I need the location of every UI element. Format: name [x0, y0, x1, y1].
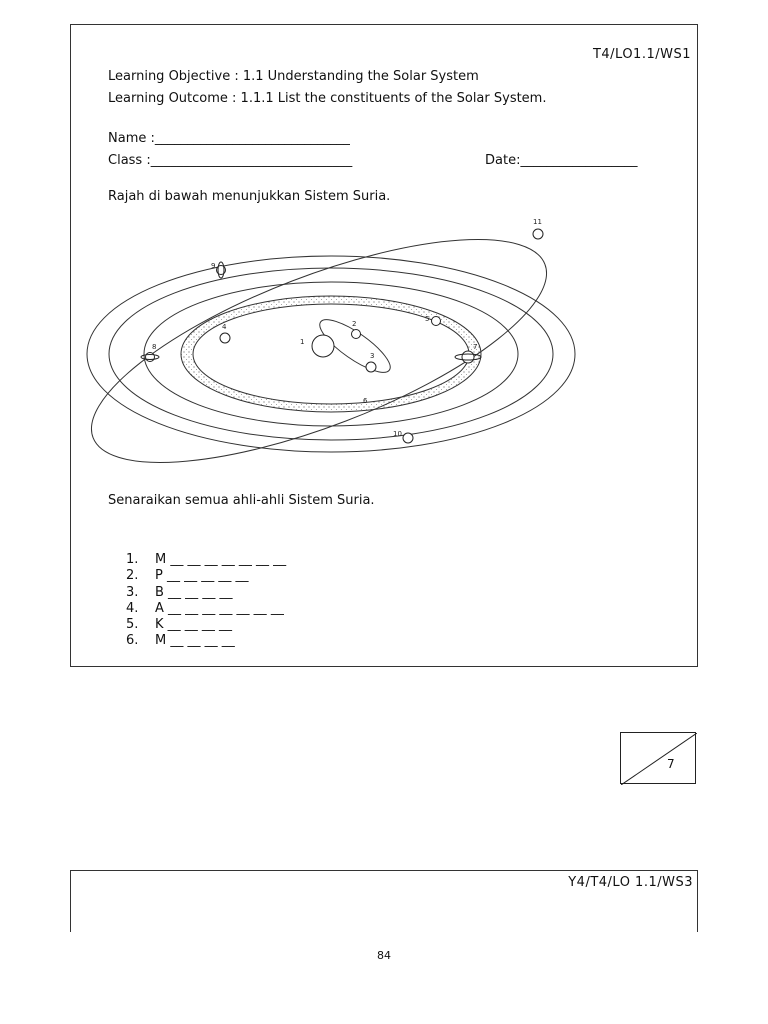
- answer-blank: K __ __ __ __: [155, 617, 233, 633]
- answer-number: 4.: [126, 600, 139, 616]
- diagram-label: 7: [473, 343, 478, 351]
- date-field: Date:__________________: [485, 153, 638, 168]
- worksheet-code: T4/LO1.1/WS1: [592, 47, 691, 62]
- answer-item[interactable]: [126, 617, 286, 633]
- answer-number: 6.: [126, 633, 139, 649]
- next-worksheet-code: Y4/T4/LO 1.1/WS3: [568, 875, 693, 890]
- sun: [312, 335, 334, 357]
- planet: [352, 330, 361, 339]
- score-divider: [621, 733, 697, 785]
- diagram-label: 9: [211, 262, 216, 270]
- solar-system-diagram: [83, 211, 583, 479]
- answer-number: 1.: [126, 552, 139, 567]
- answer-blank: M __ __ __ __ __ __ __: [155, 552, 287, 567]
- diagram-label: 4: [222, 323, 227, 331]
- answer-item[interactable]: [126, 585, 286, 601]
- diagram-label: 3: [370, 352, 375, 360]
- answer-item[interactable]: [126, 568, 286, 584]
- planet: [220, 333, 230, 343]
- name-field: Name :______________________________: [108, 131, 350, 146]
- answer-list: [126, 552, 286, 650]
- diagram-label: 11: [533, 218, 542, 226]
- planet: [403, 433, 413, 443]
- diagram-label: 2: [352, 320, 357, 328]
- planet: [432, 317, 441, 326]
- planet: [366, 362, 376, 372]
- answer-blank: M __ __ __ __: [155, 633, 235, 649]
- score-total: 7: [667, 757, 675, 771]
- diagram-label: 6: [363, 397, 368, 405]
- answer-item[interactable]: [126, 601, 286, 617]
- answer-blank: P __ __ __ __ __: [155, 568, 249, 584]
- page-number: 84: [377, 949, 391, 962]
- learning-outcome: Learning Outcome : 1.1.1 List the constituents of the Solar System.: [108, 91, 547, 106]
- diagram-label: 10: [393, 430, 402, 438]
- list-question: Senaraikan semua ahli-ahli Sistem Suria.: [108, 493, 375, 508]
- comet: [533, 229, 543, 239]
- answer-number: 2.: [126, 568, 139, 584]
- answer-item[interactable]: [126, 552, 286, 568]
- diagram-label: 8: [152, 343, 157, 351]
- score-box: [620, 732, 696, 784]
- planet: [462, 351, 474, 363]
- diagram-label: 5: [425, 315, 430, 323]
- answer-item[interactable]: [126, 633, 286, 649]
- worksheet-frame: [70, 24, 698, 667]
- answer-number: 5.: [126, 617, 139, 633]
- next-worksheet-frame: [70, 870, 698, 932]
- diagram-label: 1: [300, 338, 305, 346]
- answer-blank: B __ __ __ __: [155, 584, 233, 600]
- class-field: Class :_______________________________: [108, 153, 353, 168]
- answer-number: 3.: [126, 584, 139, 600]
- planet: [146, 353, 155, 362]
- learning-objective: Learning Objective : 1.1 Understanding the Solar System: [108, 69, 479, 84]
- answer-blank: A __ __ __ __ __ __ __: [155, 600, 284, 616]
- diagram-instruction: Rajah di bawah menunjukkan Sistem Suria.: [108, 189, 391, 204]
